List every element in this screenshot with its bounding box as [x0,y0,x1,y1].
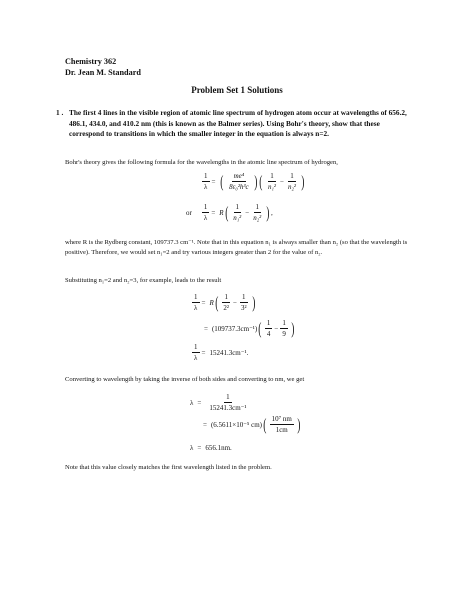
page-title: Problem Set 1 Solutions [191,85,283,95]
closing-paragraph: Note that this value closely matches the first wavelength listed in the problem. [65,464,272,471]
bohr-equation: $\frac{1}{\lambda}$ = ( $\frac{\text{me⁴}}{\text{8ε₀²h³c}}$ ) ( $\frac{1}{\text{n₁²}}$ − $\frac{1}{\text{n₂²}}$ ) [204,172,305,191]
course-label: Chemistry 362 [65,57,117,66]
final-wavelength-result: λ = 656.1nm. [190,444,232,452]
converting-paragraph: Converting to wavelength by taking the inverse of both sides and converting to nm, we get [65,376,305,383]
or-label: or [186,208,192,217]
wavelength-inverse-equation: λ = $\frac{1}{\text{15241.3cm⁻¹}}$ [190,393,247,412]
substituting-paragraph: Substituting n₁=2 and n₂=3, for example, leads to the result [65,277,222,284]
numeric-substitution-equation: = (109737.3cm⁻¹) ( $\frac{1}{4}$ − $\frac{1}{9}$ ) [204,319,295,338]
bohr-intro-paragraph: Bohr's theory gives the following formula for the wavelengths in the atomic line spectrum of hydrogen, [65,159,338,166]
problem-number: 1 . [56,108,64,117]
substitution-equation: $\frac{1}{\lambda}$ = R ( $\frac{1}{\text{2²}}$ − $\frac{1}{\text{3²}}$ ) [194,293,255,312]
problem-statement [56,108,416,140]
rydberg-note-paragraph: where R is the Rydberg constant, 109737.3 cm⁻¹. Note that in this equation n₁ is always smaller than n₂ (so that the wavelength is positive). Therefore, we would set n₁=2 and try various integers greater than 2 for the value of n₂. [65,239,408,256]
instructor-label: Dr. Jean M. Standard [65,68,141,77]
inverse-wavelength-result: $\frac{1}{\lambda}$ = 15241.3cm⁻¹. [194,343,249,362]
rydberg-equation: or $\frac{1}{\lambda}$ = R ( $\frac{1}{\text{n₁²}}$ − $\frac{1}{\text{n₂²}}$ ) , [186,203,273,222]
unit-conversion-equation: = (6.5611×10⁻⁵ cm) ( $\frac{\text{10⁷ nm}}{1cm}$ ) [203,415,301,434]
problem-text: The first 4 lines in the visible region of atomic line spectrum of hydrogen atom occur at wavelengths of 656.2, 486.1, 434.0, and 410.2 nm (this is known as the Balmer series). Using Bohr's theory, show that these correspond to transitions in which the smaller integer in the equation is always n=2. [69,108,407,139]
